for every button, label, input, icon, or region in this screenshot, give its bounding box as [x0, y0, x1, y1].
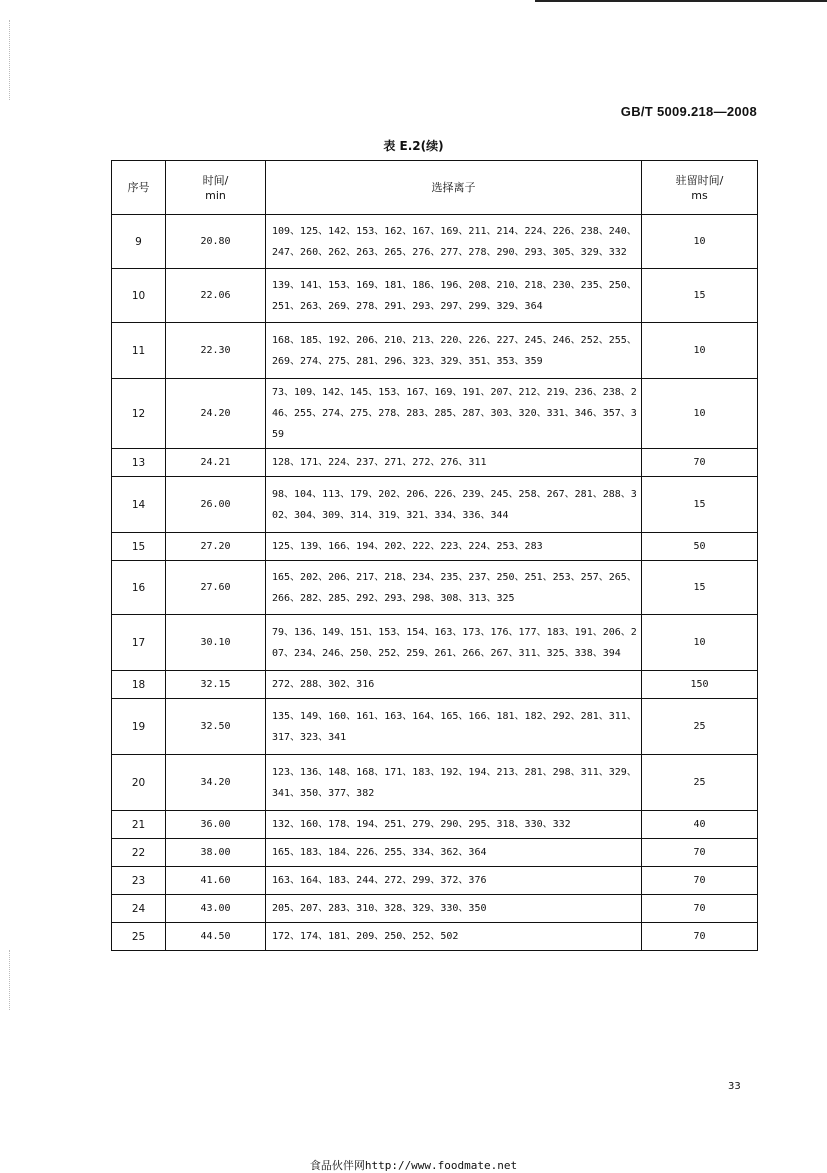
- cell-dwell: 15: [642, 477, 758, 533]
- header-time: [166, 161, 266, 215]
- table-row: [112, 699, 758, 755]
- cell-ions: 165、202、206、217、218、234、235、237、250、251、253、257、265、266、282、285、292、293、298、308、313、325: [266, 561, 642, 615]
- cell-time: 24.20: [166, 379, 266, 449]
- cell-time: 22.06: [166, 269, 266, 323]
- header-ions: 选择离子: [266, 161, 642, 215]
- cell-seq: 15: [112, 533, 166, 561]
- cell-ions: 123、136、148、168、171、183、192、194、213、281、298、311、329、341、350、377、382: [266, 755, 642, 811]
- cell-seq: 12: [112, 379, 166, 449]
- cell-time: 30.10: [166, 615, 266, 671]
- scan-margin-marks: [9, 20, 12, 100]
- table-row: [112, 215, 758, 269]
- cell-time: 27.60: [166, 561, 266, 615]
- header-dwell: [642, 161, 758, 215]
- cell-time: 24.21: [166, 449, 266, 477]
- table-row: [112, 615, 758, 671]
- cell-time: 43.00: [166, 895, 266, 923]
- cell-ions: 125、139、166、194、202、222、223、224、253、283: [266, 533, 642, 561]
- cell-dwell: 15: [642, 561, 758, 615]
- table-caption: 表 E.2(续): [383, 139, 444, 153]
- cell-time: 20.80: [166, 215, 266, 269]
- table-row: [112, 449, 758, 477]
- cell-dwell: 25: [642, 755, 758, 811]
- cell-ions: 135、149、160、161、163、164、165、166、181、182、292、281、311、317、323、341: [266, 699, 642, 755]
- cell-dwell: 25: [642, 699, 758, 755]
- cell-time: 32.15: [166, 671, 266, 699]
- table-row: [112, 561, 758, 615]
- cell-time: 34.20: [166, 755, 266, 811]
- cell-seq: 25: [112, 923, 166, 951]
- cell-ions: 205、207、283、310、328、329、330、350: [266, 895, 642, 923]
- table-row: [112, 867, 758, 895]
- cell-seq: 22: [112, 839, 166, 867]
- cell-seq: 10: [112, 269, 166, 323]
- cell-seq: 9: [112, 215, 166, 269]
- standard-number: GB/T 5009.218—2008: [620, 104, 757, 119]
- header-time-unit: min: [205, 188, 226, 202]
- cell-seq: 14: [112, 477, 166, 533]
- table-row: [112, 839, 758, 867]
- cell-seq: 16: [112, 561, 166, 615]
- cell-time: 22.30: [166, 323, 266, 379]
- table-row: [112, 533, 758, 561]
- cell-dwell: 70: [642, 867, 758, 895]
- table-row: [112, 379, 758, 449]
- cell-time: 27.20: [166, 533, 266, 561]
- cell-seq: 21: [112, 811, 166, 839]
- cell-time: 36.00: [166, 811, 266, 839]
- cell-dwell: 10: [642, 323, 758, 379]
- cell-dwell: 10: [642, 379, 758, 449]
- table-header-row: [112, 161, 758, 215]
- cell-ions: 73、109、142、145、153、167、169、191、207、212、219、236、238、246、255、274、275、278、283、285、287、303、320、331、346、357、359: [266, 379, 642, 449]
- table-row: [112, 923, 758, 951]
- cell-dwell: 70: [642, 449, 758, 477]
- cell-dwell: 10: [642, 615, 758, 671]
- cell-seq: 20: [112, 755, 166, 811]
- cell-ions: 132、160、178、194、251、279、290、295、318、330、332: [266, 811, 642, 839]
- cell-ions: 128、171、224、237、271、272、276、311: [266, 449, 642, 477]
- cell-seq: 19: [112, 699, 166, 755]
- cell-ions: 168、185、192、206、210、213、220、226、227、245、246、252、255、269、274、275、281、296、323、329、351、353、359: [266, 323, 642, 379]
- cell-dwell: 150: [642, 671, 758, 699]
- cell-ions: 165、183、184、226、255、334、362、364: [266, 839, 642, 867]
- cell-ions: 172、174、181、209、250、252、502: [266, 923, 642, 951]
- cell-time: 26.00: [166, 477, 266, 533]
- selected-ions-table: [111, 160, 758, 951]
- table-row: [112, 269, 758, 323]
- table-body: [112, 215, 758, 951]
- cell-ions: 272、288、302、316: [266, 671, 642, 699]
- cell-dwell: 70: [642, 895, 758, 923]
- cell-ions: 109、125、142、153、162、167、169、211、214、224、226、238、240、247、260、262、263、265、276、277、278、290、293、305、329、332: [266, 215, 642, 269]
- cell-seq: 24: [112, 895, 166, 923]
- cell-seq: 11: [112, 323, 166, 379]
- table-row: [112, 477, 758, 533]
- cell-dwell: 50: [642, 533, 758, 561]
- top-rule: [535, 0, 827, 2]
- header-dwell-label: 驻留时间/: [675, 173, 724, 187]
- cell-seq: 18: [112, 671, 166, 699]
- cell-dwell: 40: [642, 811, 758, 839]
- cell-seq: 17: [112, 615, 166, 671]
- footer-watermark: 食品伙伴网http://www.foodmate.net: [309, 1159, 518, 1172]
- table-row: [112, 755, 758, 811]
- table-row: [112, 895, 758, 923]
- cell-ions: 139、141、153、169、181、186、196、208、210、218、230、235、250、251、263、269、278、291、293、297、299、329、364: [266, 269, 642, 323]
- header-seq: 序号: [112, 161, 166, 215]
- cell-dwell: 15: [642, 269, 758, 323]
- cell-ions: 98、104、113、179、202、206、226、239、245、258、267、281、288、302、304、309、314、319、321、334、336、344: [266, 477, 642, 533]
- cell-time: 32.50: [166, 699, 266, 755]
- page-number: 33: [728, 1081, 741, 1092]
- header-dwell-unit: ms: [691, 188, 708, 202]
- cell-seq: 23: [112, 867, 166, 895]
- cell-ions: 79、136、149、151、153、154、163、173、176、177、183、191、206、207、234、246、250、252、259、261、266、267、311、325、338、394: [266, 615, 642, 671]
- header-time-label: 时间/: [202, 173, 229, 187]
- cell-time: 41.60: [166, 867, 266, 895]
- cell-ions: 163、164、183、244、272、299、372、376: [266, 867, 642, 895]
- cell-time: 38.00: [166, 839, 266, 867]
- cell-seq: 13: [112, 449, 166, 477]
- table-row: [112, 671, 758, 699]
- cell-dwell: 70: [642, 839, 758, 867]
- table-row: [112, 811, 758, 839]
- scan-margin-marks: [9, 950, 12, 1010]
- table-row: [112, 323, 758, 379]
- cell-dwell: 10: [642, 215, 758, 269]
- cell-dwell: 70: [642, 923, 758, 951]
- cell-time: 44.50: [166, 923, 266, 951]
